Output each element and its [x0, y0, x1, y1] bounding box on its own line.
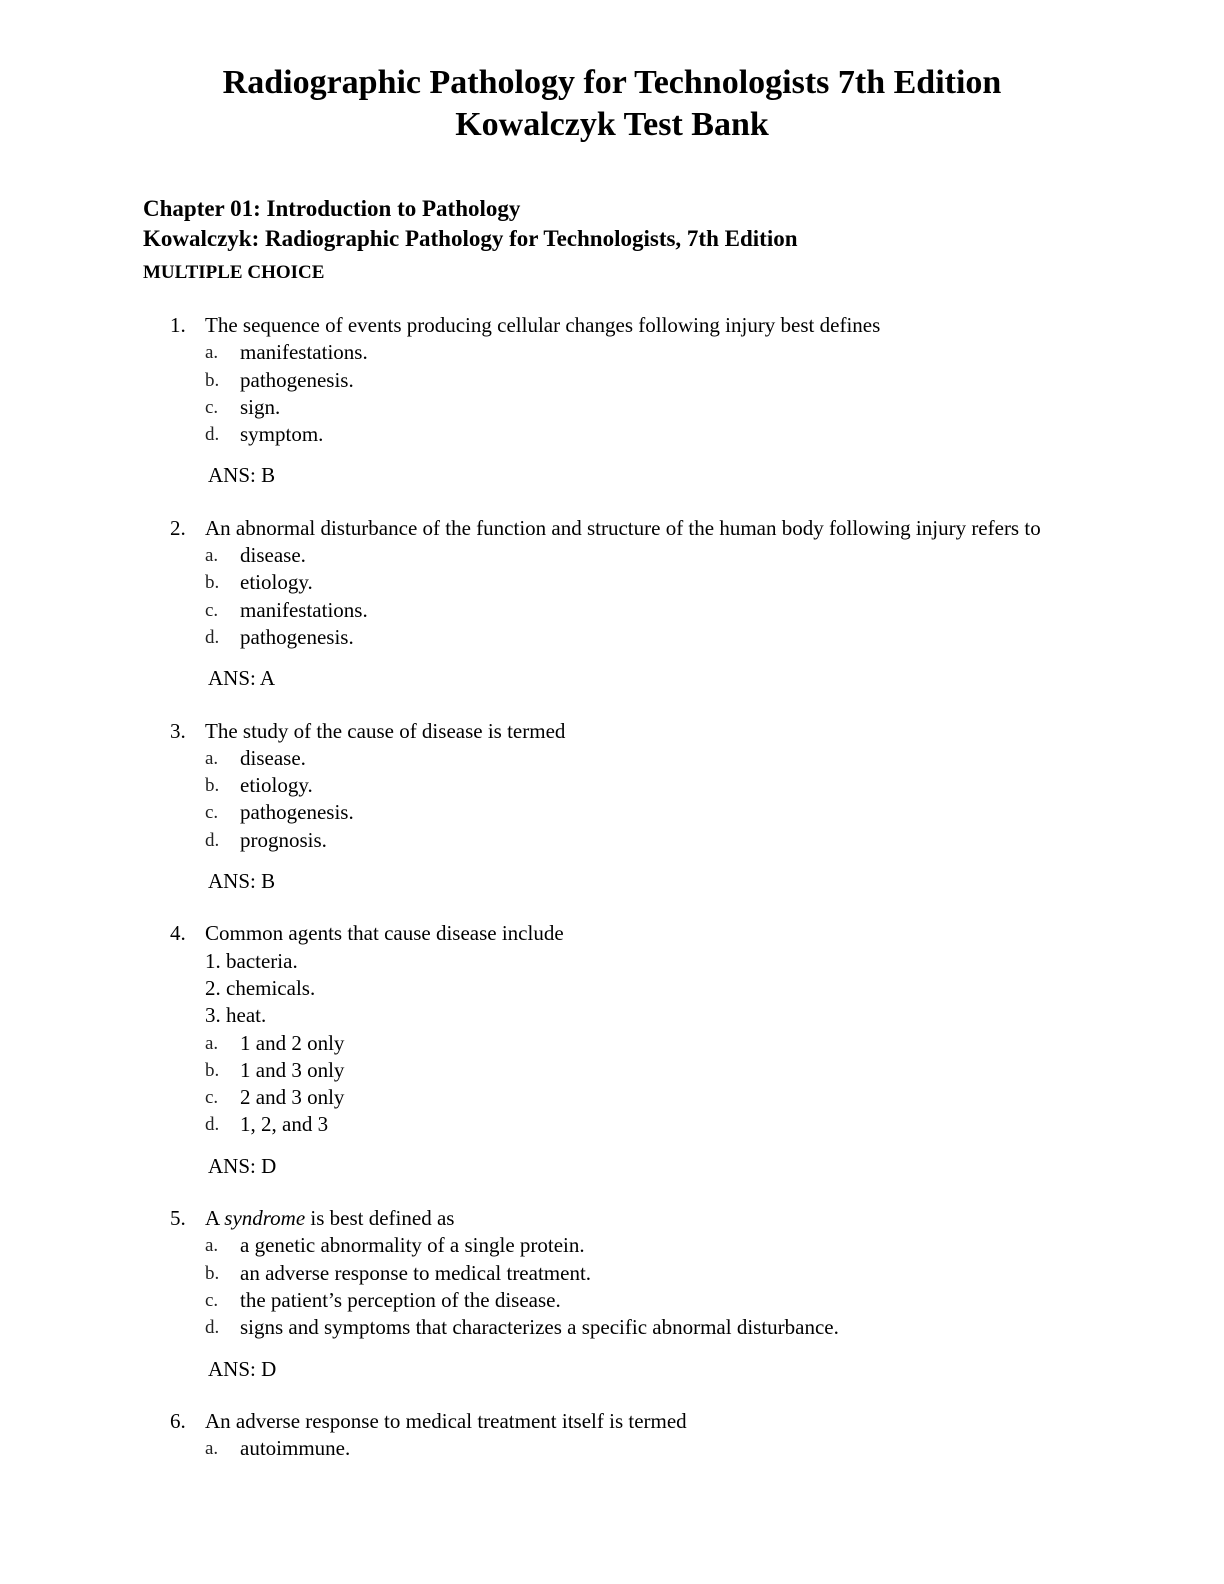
option-text: an adverse response to medical treatment. — [240, 1260, 592, 1285]
answer-key: ANS: B — [208, 869, 276, 894]
answer-option — [0, 624, 1224, 651]
answer-option — [0, 1030, 1224, 1057]
option-text: sign. — [240, 394, 281, 419]
option-text: manifestations. — [240, 340, 368, 365]
question-number: 1. — [170, 313, 186, 337]
option-text: pathogenesis. — [240, 624, 354, 649]
option-letter: d. — [205, 829, 220, 851]
option-letter: d. — [205, 1114, 220, 1136]
option-text: symptom. — [240, 422, 324, 447]
answer-option — [0, 1084, 1224, 1111]
answer-option — [0, 1260, 1224, 1287]
answer-option — [0, 394, 1224, 421]
question-item — [0, 1408, 1224, 1463]
option-letter: d. — [205, 424, 220, 446]
sub-item: 3. heat. — [205, 1003, 267, 1028]
question-number: 3. — [170, 718, 186, 743]
option-text: autoimmune. — [240, 1436, 351, 1461]
option-text: pathogenesis. — [240, 800, 354, 825]
question-stem — [0, 718, 1224, 745]
option-letter: a. — [205, 1032, 219, 1054]
option-letter: b. — [205, 369, 220, 391]
answer-option — [0, 421, 1224, 448]
option-letter: a. — [205, 545, 219, 567]
option-text: pathogenesis. — [240, 367, 354, 392]
option-letter: b. — [205, 1262, 220, 1284]
option-letter: c. — [205, 1087, 219, 1109]
option-text: etiology. — [240, 773, 313, 798]
option-letter: b. — [205, 775, 220, 797]
question-number: 2. — [170, 515, 186, 540]
option-text: the patient’s perception of the disease. — [240, 1287, 561, 1312]
answer-option — [0, 339, 1224, 366]
question-list — [0, 312, 1224, 1487]
option-text: 2 and 3 only — [240, 1085, 345, 1110]
answer-option — [0, 1435, 1224, 1462]
option-letter: a. — [205, 1235, 219, 1257]
answer-option — [0, 597, 1224, 624]
option-text: etiology. — [240, 570, 313, 595]
option-text: 1 and 3 only — [240, 1057, 345, 1082]
question-text: Common agents that cause disease include — [205, 921, 564, 946]
answer-option — [0, 745, 1224, 772]
question-number: 5. — [170, 1206, 186, 1231]
document-title-line2: Kowalczyk Test Bank — [455, 106, 769, 143]
question-item — [0, 718, 1224, 896]
option-letter: a. — [205, 747, 219, 769]
option-letter: b. — [205, 1059, 220, 1081]
document-title-line1: Radiographic Pathology for Technologists 7th Edition — [222, 64, 1002, 101]
option-text: 1, 2, and 3 — [240, 1112, 329, 1137]
answer-option — [0, 542, 1224, 569]
option-letter: c. — [205, 599, 219, 621]
question-stem — [0, 920, 1224, 947]
answer-key: ANS: D — [208, 1153, 277, 1178]
question-stem — [0, 312, 1224, 339]
option-letter: c. — [205, 396, 219, 418]
answer-option — [0, 367, 1224, 394]
option-text: prognosis. — [240, 827, 327, 852]
sub-item: 2. chemicals. — [205, 975, 316, 1000]
answer-option — [0, 772, 1224, 799]
section-heading: MULTIPLE CHOICE — [143, 262, 325, 283]
option-text: disease. — [240, 745, 306, 770]
book-heading: Kowalczyk: Radiographic Pathology for Technologists, 7th Edition — [143, 226, 798, 251]
option-text: disease. — [240, 543, 306, 568]
question-text: The sequence of events producing cellular changes following injury best defines — [205, 313, 881, 337]
question-number: 4. — [170, 921, 186, 946]
option-text: 1 and 2 only — [240, 1030, 345, 1055]
answer-option — [0, 1111, 1224, 1138]
option-text: manifestations. — [240, 597, 368, 622]
answer-key: ANS: A — [208, 666, 276, 691]
option-letter: c. — [205, 802, 219, 824]
option-letter: b. — [205, 572, 220, 594]
chapter-heading: Chapter 01: Introduction to Pathology — [143, 196, 521, 221]
question-item — [0, 312, 1224, 490]
answer-option — [0, 569, 1224, 596]
question-stem — [0, 1205, 1224, 1232]
option-letter: c. — [205, 1289, 219, 1311]
option-letter: a. — [205, 1438, 219, 1460]
answer-option — [0, 827, 1224, 854]
question-stem — [0, 515, 1224, 542]
answer-key: ANS: B — [208, 463, 276, 488]
answer-key: ANS: D — [208, 1356, 277, 1381]
question-item — [0, 1205, 1224, 1383]
answer-option — [0, 1314, 1224, 1341]
option-letter: d. — [205, 626, 220, 648]
question-item — [0, 515, 1224, 693]
answer-option — [0, 799, 1224, 826]
question-text: The study of the cause of disease is termed — [205, 718, 566, 743]
question-text: is best defined as — [305, 1206, 455, 1231]
question-text: An adverse response to medical treatment itself is termed — [205, 1408, 687, 1433]
question-item — [0, 920, 1224, 1180]
emphasized-term: syndrome — [224, 1206, 306, 1231]
option-letter: a. — [205, 342, 219, 364]
question-number: 6. — [170, 1408, 186, 1433]
question-text: An abnormal disturbance of the function and structure of the human body following injury refers to — [205, 515, 1041, 540]
option-text: a genetic abnormality of a single protein. — [240, 1233, 585, 1258]
answer-option — [0, 1287, 1224, 1314]
answer-option — [0, 1057, 1224, 1084]
sub-item: 1. bacteria. — [205, 948, 298, 973]
question-text: A — [205, 1206, 225, 1231]
option-letter: d. — [205, 1317, 220, 1339]
answer-option — [0, 1232, 1224, 1259]
option-text: signs and symptoms that characterizes a specific abnormal disturbance. — [240, 1315, 839, 1340]
question-stem — [0, 1408, 1224, 1435]
